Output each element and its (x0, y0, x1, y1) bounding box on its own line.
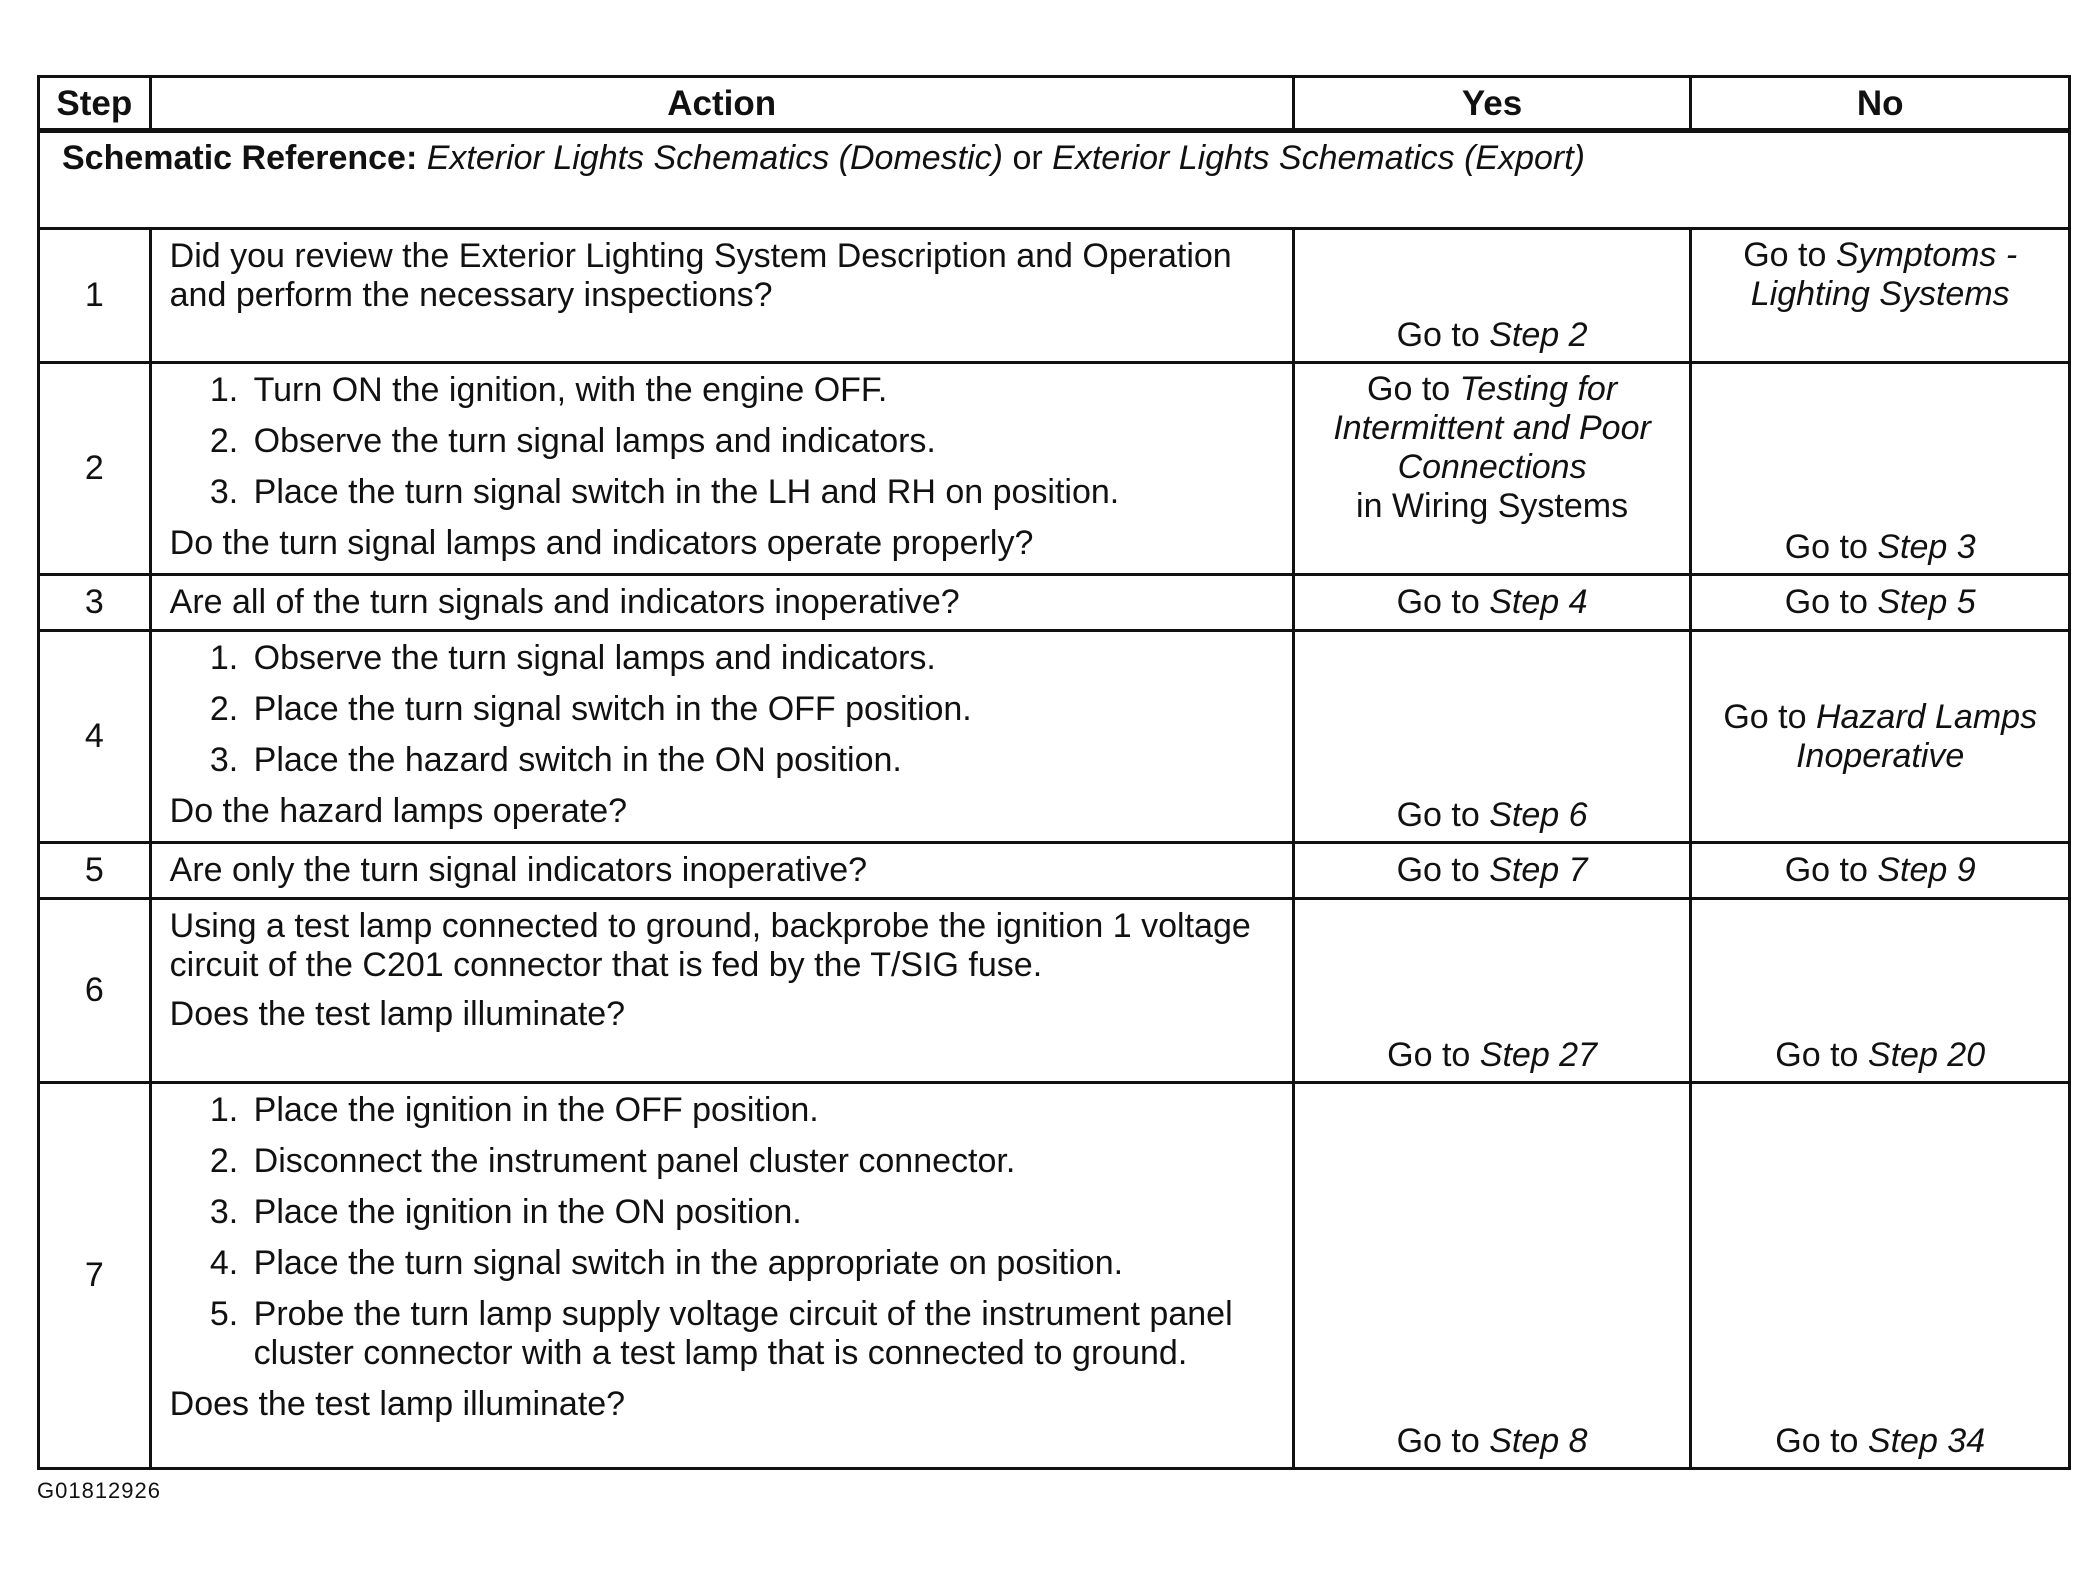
no-cell (1691, 363, 2070, 575)
yes-cell (1293, 899, 1691, 1083)
no-cell (1691, 229, 2070, 363)
no-link[interactable]: Step 5 (1877, 583, 1976, 621)
table-row-step-5 (39, 843, 2070, 899)
yes-link[interactable]: Step 27 (1479, 1036, 1597, 1074)
step-number: 1 (39, 229, 151, 363)
yes-cell (1293, 631, 1691, 843)
yes-prefix: Go to (1396, 583, 1480, 621)
yes-suffix: in Wiring Systems (1356, 487, 1629, 525)
yes-prefix: Go to (1387, 1036, 1471, 1074)
action-question: Does the test lamp illuminate? (169, 995, 626, 1033)
no-link[interactable]: Step 3 (1877, 528, 1976, 566)
schematic-reference (39, 131, 2070, 229)
no-link[interactable]: Symptoms - Lighting Systems (1750, 236, 2018, 313)
no-prefix: Go to (1784, 851, 1868, 889)
table-row-step-6 (39, 899, 2070, 1083)
table-row-step-4 (39, 631, 2070, 843)
action-cell (150, 229, 1293, 363)
schematic-reference-row (39, 131, 2070, 229)
substep: 5. Probe the turn lamp supply voltage circuit of the instrument panel cluster connector with a test lamp that is connected to ground. (248, 1295, 1276, 1373)
substep: 1. Place the ignition in the OFF position. (248, 1091, 1276, 1130)
step-number: 5 (39, 843, 151, 899)
yes-cell (1293, 229, 1691, 363)
no-cell (1691, 575, 2070, 631)
yes-link[interactable]: Step 8 (1489, 1422, 1588, 1460)
no-link[interactable]: Step 9 (1877, 851, 1976, 889)
step-number: 6 (39, 899, 151, 1083)
substep-list (170, 639, 1276, 780)
action-question: Did you review the Exterior Lighting System Description and Operation and perform the necessary inspections? (169, 237, 1232, 314)
action-question: Are only the turn signal indicators inoperative? (169, 851, 868, 889)
no-cell (1691, 899, 2070, 1083)
substep-list (170, 1091, 1276, 1373)
yes-prefix: Go to (1396, 851, 1480, 889)
action-cell (150, 575, 1293, 631)
table-row-step-3 (39, 575, 2070, 631)
substep: 1. Turn ON the ignition, with the engine OFF. (248, 371, 1276, 410)
step-number: 7 (39, 1083, 151, 1469)
table-row-step-1 (39, 229, 2070, 363)
substep: 3. Place the turn signal switch in the LH and RH on position. (248, 473, 1276, 512)
schematic-reference-label: Schematic Reference: (62, 139, 418, 177)
action-question: Do the hazard lamps operate? (169, 792, 628, 830)
substep: 2. Place the turn signal switch in the OFF position. (248, 690, 1276, 729)
no-link[interactable]: Hazard Lamps Inoperative (1796, 697, 2038, 775)
action-cell (150, 1083, 1293, 1469)
yes-link[interactable]: Step 6 (1489, 796, 1588, 834)
diagnostic-table (37, 75, 2071, 1470)
header-step: Step (39, 77, 151, 131)
action-cell (150, 843, 1293, 899)
no-cell (1691, 843, 2070, 899)
no-prefix: Go to (1775, 1036, 1859, 1074)
step-number: 2 (39, 363, 151, 575)
substep: 2. Observe the turn signal lamps and indicators. (248, 422, 1276, 461)
action-question: Are all of the turn signals and indicators inoperative? (169, 583, 960, 621)
schematic-reference-or: or (1012, 139, 1043, 177)
yes-cell (1293, 1083, 1691, 1469)
no-prefix: Go to (1723, 697, 1807, 736)
table-row-step-2 (39, 363, 2070, 575)
action-cell (150, 631, 1293, 843)
yes-prefix: Go to (1396, 316, 1480, 354)
no-link[interactable]: Step 34 (1867, 1422, 1986, 1460)
step-number: 3 (39, 575, 151, 631)
action-question: Does the test lamp illuminate? (169, 1385, 626, 1423)
no-prefix: Go to (1775, 1422, 1859, 1460)
yes-link[interactable]: Testing for Intermittent and Poor Connections (1333, 370, 1651, 486)
substep: 4. Place the turn signal switch in the appropriate on position. (248, 1244, 1276, 1283)
step-number: 4 (39, 631, 151, 843)
yes-prefix: Go to (1396, 796, 1480, 834)
header-row (39, 77, 2070, 131)
substep: 3. Place the ignition in the ON position. (248, 1193, 1276, 1232)
yes-cell (1293, 843, 1691, 899)
yes-cell (1293, 575, 1691, 631)
no-link[interactable]: Step 20 (1867, 1036, 1986, 1074)
schematic-link-export[interactable]: Exterior Lights Schematics (Export) (1052, 139, 1585, 177)
yes-prefix: Go to (1367, 370, 1451, 408)
action-cell (150, 899, 1293, 1083)
no-prefix: Go to (1784, 528, 1868, 566)
no-prefix: Go to (1743, 236, 1827, 274)
header-no: No (1691, 77, 2070, 131)
substep: 2. Disconnect the instrument panel cluster connector. (248, 1142, 1276, 1181)
table-row-step-7 (39, 1083, 2070, 1469)
schematic-link-domestic[interactable]: Exterior Lights Schematics (Domestic) (426, 139, 1004, 177)
yes-link[interactable]: Step 2 (1489, 316, 1588, 354)
header-action: Action (150, 77, 1293, 131)
action-cell (150, 363, 1293, 575)
no-cell (1691, 1083, 2070, 1469)
substep: 3. Place the hazard switch in the ON position. (248, 741, 1276, 780)
action-text: Using a test lamp connected to ground, backprobe the ignition 1 voltage circuit of the C201 connector that is fed by the T/SIG fuse. (169, 907, 1251, 984)
yes-cell (1293, 363, 1691, 575)
yes-link[interactable]: Step 7 (1489, 851, 1588, 889)
figure-id: G01812926 (37, 1478, 161, 1503)
substep: 1. Observe the turn signal lamps and indicators. (248, 639, 1276, 678)
yes-prefix: Go to (1396, 1422, 1480, 1460)
header-yes: Yes (1293, 77, 1691, 131)
yes-link[interactable]: Step 4 (1489, 583, 1588, 621)
action-question: Do the turn signal lamps and indicators operate properly? (169, 524, 1034, 562)
substep-list (170, 371, 1276, 512)
no-prefix: Go to (1784, 583, 1868, 621)
no-cell (1691, 631, 2070, 843)
